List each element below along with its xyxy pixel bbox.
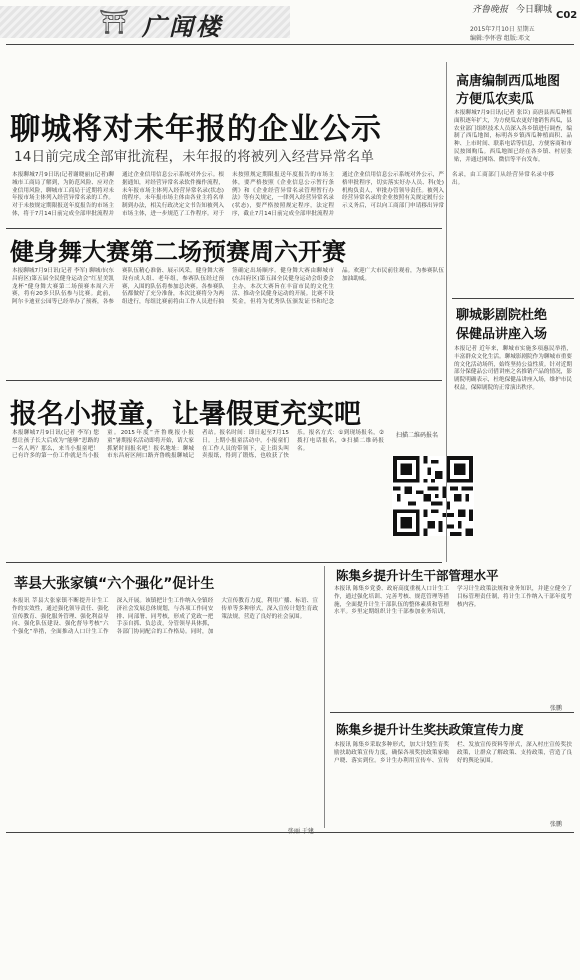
fourth-author	[288, 826, 314, 835]
bottom-right-divider	[330, 712, 574, 713]
bottom-right2-body: 本报讯 陈集乡采取多种形式，加大计划生育奖励扶助政策宣传力度，确保各项奖扶政策家喻户晓、落实到位。乡计生办利用宣传车、宣传栏、发放宣传资料等形式，深入村庄宣传奖扶政策，让群众了解政策、支持政策，营造了良好的舆论氛围。	[334, 742, 572, 764]
column-name: 广闻楼	[142, 12, 223, 41]
lead-subhead: 14日前完成全部审批流程，未年报的将被列入经营异常名单	[14, 149, 375, 165]
bottom-right1-headline: 陈集乡提升计生干部管理水平	[336, 568, 499, 583]
editor-line: 编辑:李怀蓉 组版:邓文	[470, 35, 530, 42]
bottom-right1-author: 张鹏	[550, 705, 563, 712]
qr-caption: 扫描二维码报名	[396, 432, 439, 439]
masthead	[0, 0, 580, 46]
second-headline: 健身舞大赛第二场预赛周六开赛	[10, 238, 346, 266]
pavilion-icon: ⛩	[98, 8, 130, 36]
sidebar-story-divider	[452, 298, 574, 299]
sidebar-story1-headline-line1: 高唐编制西瓜地图	[456, 74, 561, 89]
sidebar-story2-headline-line2: 保健品讲座入场	[456, 327, 548, 342]
bottom-right1-body: 本报讯 陈集乡党委、政府高度重视人口计生工作，通过强化培训、完善考核、规范管理等措施，全面提升计生干部队伍的整体素质和管理水平。乡里定期组织计生干部参加业务培训，学习计生政策法规和业务知识，并建立健全了目标管理责任制，将计生工作纳入干部年度考核内容。	[334, 586, 572, 616]
lead-headline: 聊城将对未年报的企业公示	[10, 112, 382, 147]
section-divider-1	[6, 228, 442, 229]
page-number: C02	[556, 10, 578, 21]
bottom-right2-author: 张鹏	[550, 821, 563, 828]
brand-name: 齐鲁晚报	[472, 5, 509, 15]
sidebar-story1-headline-line2: 方便瓜农卖瓜	[456, 92, 535, 107]
section-divider-2	[6, 380, 442, 381]
section-divider-3	[6, 562, 442, 563]
third-headline: 报名小报童，让暑假更充实吧	[10, 399, 361, 430]
fourth-headline: 莘县大张家镇“六个强化”促计生	[14, 576, 215, 592]
bottom-right2-headline: 陈集乡提升计生奖扶政策宣传力度	[336, 722, 524, 737]
sidebar-story1-body: 本报聊城7月9日讯(记者 张臣) 高唐县西瓜种植面积逐年扩大，为方便瓜农更好地销售西瓜，县农业部门组织技术人员深入各乡镇进行调查，编制了西瓜地图，标明各乡镇西瓜种植面积、品种、上市时间、联系电话等信息，方便客商和市民按图购瓜。西瓜地图已经在各乡镇、村居张贴，并通过网络、微信等平台发布。	[454, 110, 572, 163]
lead-body: 本报聊城7月9日讯(记者谢晓丽)(记者)聊城市工商局了解到，为防范风险、应对企业信用风险，聊城市工商局于近期将对未年报市场主体列入经营异常名录的工作。对于未按规定期限报送年度报告的市场主体，将于7月14日前完成全部审批流程并通过企业信用信息公示系统对外公示。根据通知，对经营异常名录软件操作流程，未年报市场主体列入经营异常名录(状态)的程序。未年报市场主体由各业主将名单制到办法，相关行政决定文书告知被列入市场主体，进一步规范了工作程序。对于未按照规定期限报送年度报告的市场主体，要严格按照《企业信息公示暂行条例》和《企业经营异常名录管理暂行办法》等有关规定，一律列入经营异常名录(状态)，要严格按照规定程序，法定程序，截止7月14日前完成全部审批流程并通过企业信用信息公示系统对外公示，严格审批程序，切实落实好办人员、科(处)机构负责人，审批办管领导责任。被列入经营异常名录的企业按照有关规定履行公示义务后，可以向工商部门申请移出异常名录，由工商部门从经营异常名录中移出。	[12, 172, 554, 217]
masthead-divider	[6, 44, 574, 45]
date-line: 2015年7月10日 星期五	[470, 26, 535, 33]
page-bottom-rule	[6, 832, 574, 833]
sidebar-story2-body: 本报记者 近年来，聊城市实施多项惠民举措，丰富群众文化生活。聊城影剧院作为聊城市重要的文化活动场所，始终坚持公益性质。针对近期部分保健品公司借讲座之名推销产品的情况，影剧院明确表示，杜绝保健品讲座入场，维护市民权益，保障剧院的正常演出秩序。	[454, 346, 572, 391]
sidebar-story2-headline-line1: 聊城影剧院杜绝	[456, 308, 548, 323]
bottom-divider	[324, 566, 325, 828]
third-body: 本报聊城7月9日讯(记者 李军) 您想让孩子长大后成为“能够”思路的一名人吗？那么，来当小报童吧！已有许多的第一份工作就是当小报童。2015年度“齐鲁晚报小报童”暑期报名活动即将开始，请大家抓紧时间报名吧！报名地址：聊城市东昌府区闸口路齐鲁晚报聊城记者站。报名时间：即日起至7月15日。上期小报童活动中，小报童们在工作人员的带领下，走上街头叫卖报纸，得到了锻炼，也收获了快乐。报名方式：①到现场报名，②拨打电话报名，③扫描二维码报名。	[12, 430, 384, 460]
fourth-body: 本报讯 莘县大张家镇不断提升计生工作的实效性，通过强化领导责任、强化宣传教育、强化服务管理、强化利益导向、强化队伍建设、强化督导考核“六个强化”举措，全面推动人口计生工作深入开展。该镇把计生工作纳入全镇经济社会发展总体规划，与各项工作同安排、同部署、同考核，形成了党政一把手亲自抓、负总责，分管领导具体抓，各部门协同配合的工作格局。同时，加大宣传教育力度，利用广播、标语、宣传单等多种形式，深入宣传计划生育政策法规，营造了良好的社会氛围。	[12, 598, 318, 636]
sidebar-divider	[446, 62, 447, 562]
second-body: 本报聊城7月9日讯(记者 李军) 聊城市(东昌府区)第五届全民健身运动会“红星美凯龙杯”健身舞大赛第二场预赛本周六开赛，将有20多只队伍参与比赛。此前，阿尔卡迪亚公园等已经举办了预赛，各参赛队伍精心准备、展示风采。健身舞大赛设有成人组、老年组，参赛队伍经过预赛，入围的队伍将参加总决赛。各参赛队伍都做好了充分准备，本次比赛将分为两组进行，每组比赛前将由工作人员进行抽签确定出场顺序。健身舞大赛由聊城市(东昌府区)第五届全民健身运动会组委会主办，本次大赛旨在丰富市民的文化生活、推动全民健身运动的开展。比赛不设奖金，但将为优秀队伍颁发证书和纪念品。欢迎广大市民前往观看，为参赛队伍加油助威。	[12, 268, 444, 306]
section-tag: 今日聊城	[516, 5, 553, 15]
